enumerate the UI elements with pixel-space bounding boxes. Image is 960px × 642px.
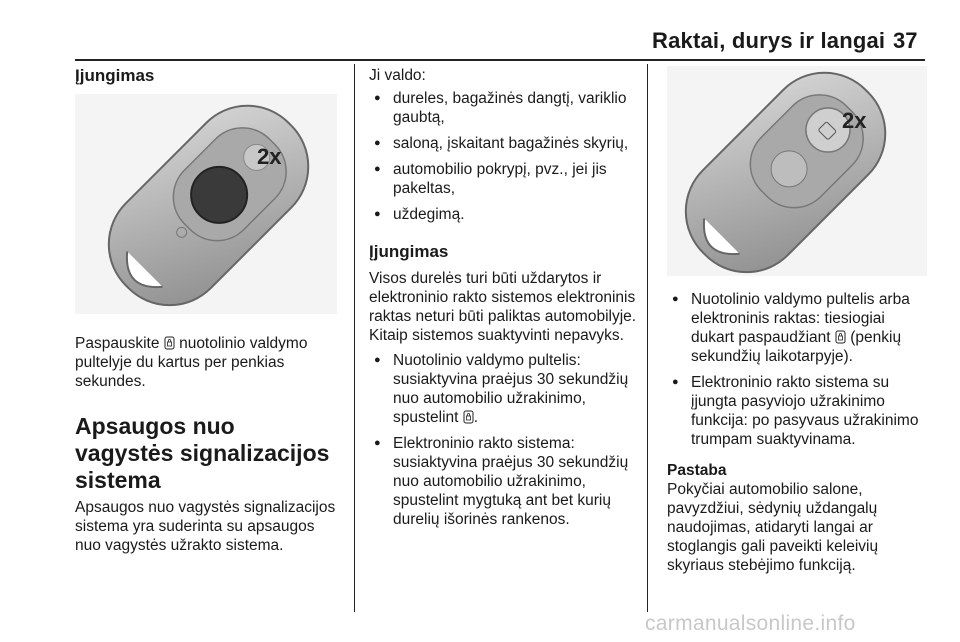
column-1 [75, 66, 337, 555]
text-fragment: Nuotolinio valdymo pultelis: susiaktyvina praėjus 30 sekundžių nuo automobilio užrakinimo, spustelint [393, 352, 629, 426]
list-item: ● dureles, bagažinės dangtį, variklio gaubtą, [369, 89, 637, 127]
activation-methods-list [369, 351, 637, 529]
activation-paragraph [75, 334, 337, 391]
watermark: carmanualsonline.info [645, 612, 856, 635]
key-fob-illustration [667, 66, 927, 276]
controls-list [369, 89, 637, 224]
section-title-anti-theft: Apsaugos nuo vagystės signalizacijos sistema [75, 413, 330, 493]
padlock-button-icon [835, 330, 846, 344]
image-label-2x: 2x [257, 144, 282, 169]
subheading-activation: Įjungimas [75, 66, 155, 85]
list-item: ● saloną, įskaitant bagažinės skyrių, [369, 134, 637, 153]
activation-conditions: Visos durelės turi būti uždarytos ir elektroninio rakto sistemos elektroninis raktas neturi būti paliktas automobilyje. Kitaip sistemos suaktyvinti nepavyks. [369, 270, 637, 344]
text-fragment: nuotolinio valdymo pultelyje du kartus per penkias sekundes. [75, 335, 308, 390]
column-divider-2 [647, 64, 648, 612]
note-title: Pastaba [667, 462, 727, 479]
text-fragment: Nuotolinio valdymo pultelis arba elektroninis raktas: tiesiogiai dukart paspaudžiant [691, 291, 910, 346]
section-paragraph: Apsaugos nuo vagystės signalizacijos sistema yra suderinta su apsaugos nuo vagystės užrakto sistema. [75, 499, 336, 554]
text-fragment: (penkių sekundžių laikotarpyje). [691, 329, 902, 365]
key-fob-illustration [75, 94, 337, 314]
image-label-2x: 2x [842, 108, 867, 133]
page-number: 37 [893, 28, 918, 53]
deactivation-list [667, 290, 929, 449]
padlock-button-icon [463, 410, 474, 424]
header-divider [75, 59, 925, 61]
column-2 [369, 66, 637, 529]
padlock-button-icon [164, 336, 175, 350]
list-item: ● automobilio pokrypį, pvz., jei jis pakeltas, [369, 160, 637, 198]
subheading-activation-2: Įjungimas [369, 242, 449, 261]
text-fragment: Paspauskite [75, 335, 160, 352]
controls-intro: Ji valdo: [369, 67, 426, 84]
column-3 [667, 66, 929, 575]
list-item: ● uždegimą. [369, 205, 637, 224]
list-item [369, 351, 637, 427]
list-item: ● Elektroninio rakto sistema su įjungta pasyviojo užrakinimo funkcija: po pasyvaus užrakinimo trumpam suaktyvinama. [667, 373, 929, 449]
running-header-title: Raktai, durys ir langai [652, 28, 886, 53]
list-item: ● Elektroninio rakto sistema: susiaktyvina praėjus 30 sekundžių nuo automobilio užrakinimo, spustelint mygtuką ant bet kurių durelių išorinės rankenos. [369, 434, 637, 529]
list-item [667, 290, 929, 366]
note-text: Pokyčiai automobilio salone, pavyzdžiui, sėdynių uždangalų naudojimas, atidaryti langai ar stoglangis gali paveikti keleivių skyriaus stebėjimo funkciją. [667, 481, 879, 574]
text-fragment: . [473, 409, 479, 426]
column-divider-1 [354, 64, 355, 612]
